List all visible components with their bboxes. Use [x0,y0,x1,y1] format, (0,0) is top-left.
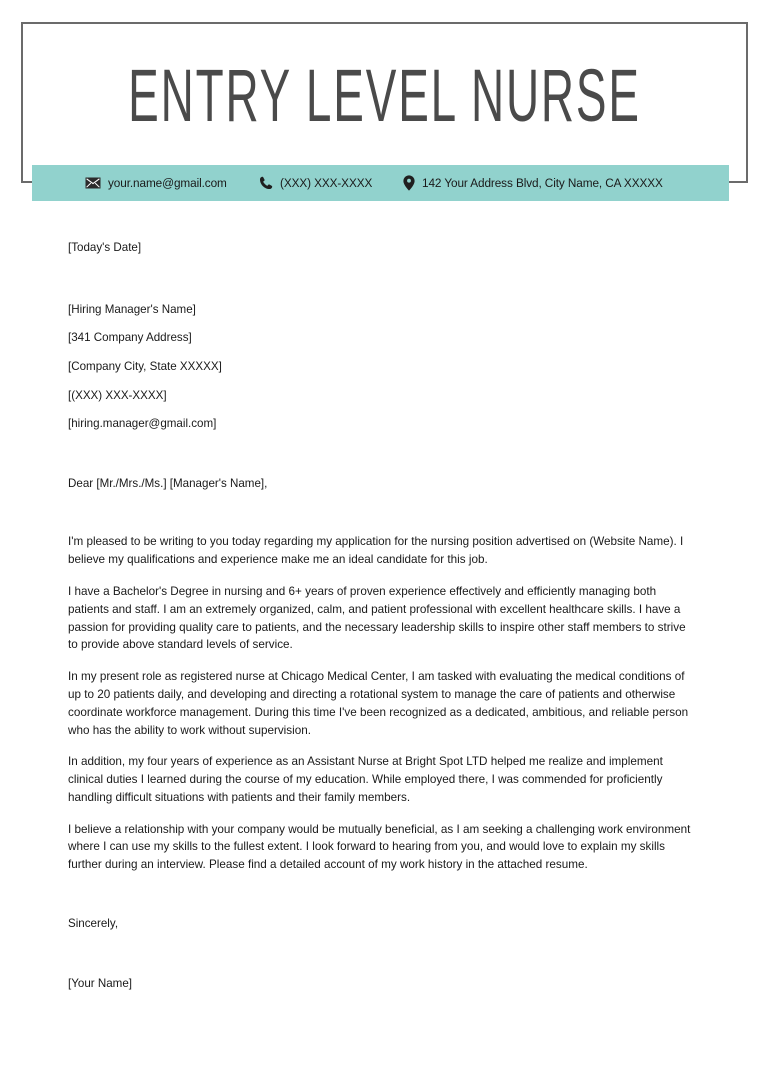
contact-address-text: 142 Your Address Blvd, City Name, CA XXXXX [422,176,664,190]
recipient-line: [hiring.manager@gmail.com] [68,417,217,431]
letter-header [0,0,768,210]
contact-phone-text: (XXX) XXX-XXXX [280,176,373,190]
letter-salutation: Dear [Mr./Mrs./Ms.] [Manager's Name], [68,476,268,490]
recipient-line: [Company City, State XXXXX] [68,359,222,373]
contact-email-text: your.name@gmail.com [108,176,228,190]
contact-item-email[interactable] [72,176,246,190]
letter-paragraph: In addition, my four years of experience as an Assistant Nurse at Bright Spot LTD helped me realize and implement clinical duties I learned during the course of my education. While employed there, I was commended for proficiently handling difficult situations with patients and their family members. [68,755,663,804]
letter-paragraph: In my present role as registered nurse at Chicago Medical Center, I am tasked with evaluating the medical conditions of up to 20 patients daily, and developing and directing a rotational system to manage the care of patients and otherwise coordinate workforce management. During this time I've been recognized as a dedicated, ambitious, and reliable person who has the ability to work without supervision. [68,670,689,737]
recipient-line: [Hiring Manager's Name] [68,302,196,316]
letter-closing: Sincerely, [68,916,119,930]
letter-paragraph: I'm pleased to be writing to you today regarding my application for the nursing position advertised on (Website Name). I believe my qualifications and experience make me an ideal candidate for this job. [68,535,684,567]
page-title: ENTRY LEVEL NURSE [128,53,641,137]
recipient-address-block [68,302,698,432]
contact-item-phone[interactable] [246,176,390,190]
phone-icon [259,176,273,190]
letter-paragraphs [68,533,698,874]
letter-date: [Today's Date] [68,241,142,254]
letter-paragraph: I believe a relationship with your company would be mutually beneficial, as I am seeking a challenging work environment where I can use my skills to the fullest extent. I look forward to hearing from you, and would love to explain my skills further during an interview. Please find a detailed account of my work history in the attached resume. [68,822,691,872]
letter-paragraph: I have a Bachelor's Degree in nursing and 6+ years of proven experience effectively and efficiently managing both patients and staff. I am an extremely organized, calm, and patient professional with excellent healthcare skills. I have a passion for providing quality care to patients, and the necessary leadership skills to inspire other staff members to strive to provide above standard levels of service. [68,585,686,652]
recipient-line: [341 Company Address] [68,331,192,345]
letter-signature-name: [Your Name] [68,976,133,990]
envelope-icon [85,177,101,189]
recipient-line: [(XXX) XXX-XXXX] [68,388,167,402]
location-pin-icon [403,175,415,191]
contact-bar [32,165,729,201]
contact-item-address[interactable] [390,175,688,191]
letter-body [68,240,698,991]
